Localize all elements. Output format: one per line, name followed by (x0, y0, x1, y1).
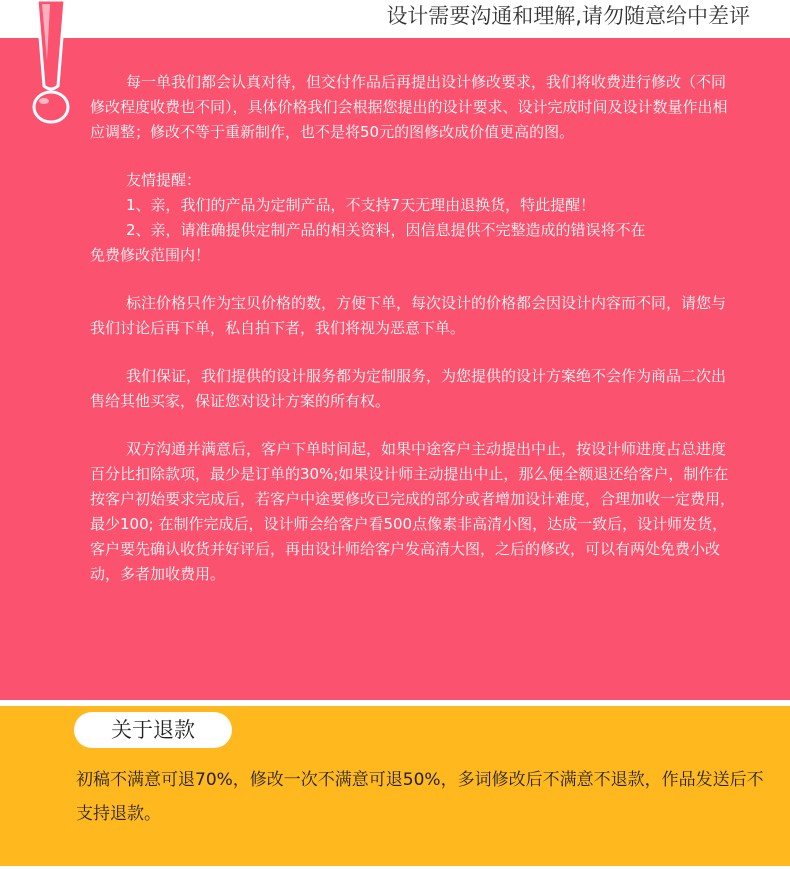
notice-paragraph-guarantee: 我们保证，我们提供的设计服务都为定制服务，为您提供的设计方案绝不会作为商品二次出售给其他买家，保证您对设计方案的所有权。 (90, 367, 727, 410)
notice-paragraph-revision: 每一单我们都会认真对待，但交付作品后再提出设计修改要求，我们将收费进行修改（不同修改程度收费也不同），具体价格我们会根据您提出的设计要求、设计完成时间及设计数量作出相应调整；修改不等于重新制作，也不是将50元的图修改成价值更高的图。 (90, 73, 728, 141)
header (0, 0, 790, 38)
reminder-item-2: 2、亲，请准确提供定制产品的相关资料，因信息提供不完整造成的错误将不在 (126, 221, 646, 239)
notice-paragraph-price: 标注价格只作为宝贝价格的数，方便下单，每次设计的价格都会因设计内容而不同，请您与我们讨论后再下单，私自拍下者，我们将视为恶意下单。 (90, 294, 727, 337)
header-title: 设计需要沟通和理解,请勿随意给中差评 (386, 4, 750, 28)
notice-text (90, 70, 735, 610)
reminder-title: 友情提醒： (126, 171, 202, 189)
reminder-item-1: 1、亲，我们的产品为定制产品，不支持7天无理由退换货，特此提醒！ (126, 196, 596, 214)
friendly-reminder (90, 168, 735, 268)
refund-title: 关于退款 (74, 712, 232, 748)
refund-policy-text: 初稿不满意可退70%，修改一次不满意可退50%，多词修改后不满意不退款，作品发送后不支持退款。 (76, 770, 764, 824)
reminder-item-2-continued: 免费修改范围内！ (90, 246, 211, 264)
exclamation-icon (28, 0, 74, 128)
notice-paragraph-termination: 双方沟通并满意后，客户下单时间起，如果中途客户主动提出中止，按设计师进度占总进度百分比扣除款项，最少是订单的30%;如果设计师主动提出中止，那么便全额退还给客户，制作在按客户初始要求完成后，若客户中途要修改已完成的部分或者增加设计难度，合理加收一定费用，最少100; 在制作完成后，设计师会给客户看500点像素非高清小图，达成一致后，设计师发货，客户要先确认收货并好评后，再由设计师给客户发高清大图，之后的修改，可以有两处免费小改动，多者加收费用。 (90, 440, 736, 583)
